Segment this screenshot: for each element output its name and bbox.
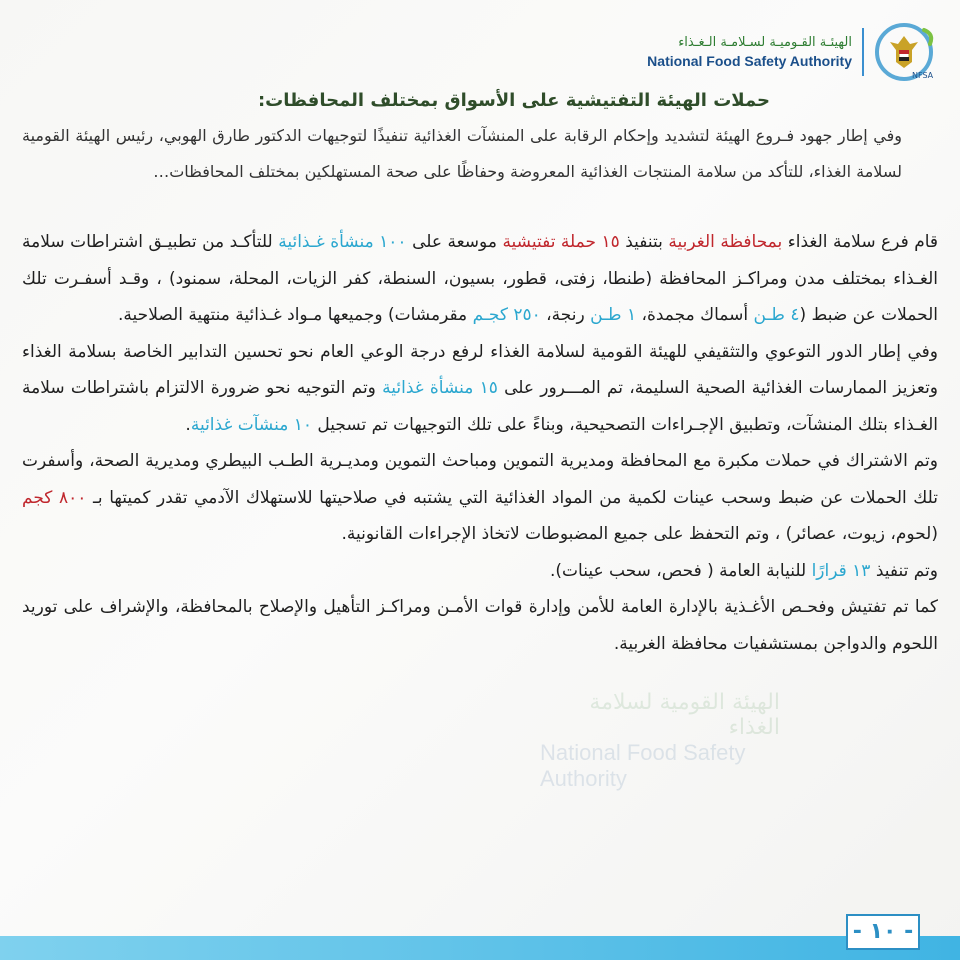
eagle-seal-icon: [872, 20, 936, 84]
text-segment: وتم التوجيه نحو ضرورة الالتزام باشتراطات سلامة الغـذاء بتلك المنشآت، وتطبيق الإجـراءات التصحيحية، وبناءً على تلك التوجيهات تم تسجيل: [22, 378, 938, 435]
logo-arabic-name: الهيئـة القـوميـة لسـلامـة الـغـذاء: [678, 35, 852, 50]
text-segment: للتأكـد من تطبيـق اشتراطات سلامة الغـذاء بمختلف مدن ومراكـز المحافظة (طنطا، زفتى، قطور، بسيون، السنطة، كفر الزيات، المحلة، سمنود) ، وقـد أسفـرت تلك الحملات عن ضبط (: [22, 232, 938, 325]
highlight-facilities-count: ١٠٠ منشأة غـذائية: [278, 232, 407, 252]
article-body: [22, 88, 938, 662]
nfsa-logo: [647, 20, 936, 84]
highlight-governorate: بمحافظة الغربية: [668, 232, 783, 252]
text-segment: قام فرع سلامة الغذاء: [782, 232, 939, 252]
text-segment: وتم الاشتراك في حملات مكبرة مع المحافظة ومديرية التموين ومباحث التموين ومديـرية الطـب البيطري ومديرية الصحة، وأسفرت تلك الحملات عن ضبط وسحب عينات لكمية من المواد الغذائية التي يشتبه في صلاحيتها للاستهلاك الآدمي تقدر كميتها بـ: [22, 451, 938, 508]
text-segment: أسماك مجمدة،: [636, 305, 754, 325]
text-segment: وفي إطار الدور التوعوي والتثقيفي للهيئة القومية لسلامة الغذاء لرفع درجة الوعي العام نحو تحسين التدابير الخاصة بسلامة الغذاء وتعزيز الممارسات الغذائية الصحية السليمة، تم المـــرور على: [22, 341, 939, 398]
intro-paragraph: وفي إطار جهود فـروع الهيئة لتشديد وإحكام الرقابة على المنشآت الغذائية تنفيذًا لتوجيهات الدكتور طارق الهوبي، رئيس الهيئة القومية لسلامة الغذاء، للتأكد من سلامة المنتجات الغذائية المعروضة وحفاظًا على صحة المستهلكين بمختلف المحافظات…: [22, 126, 902, 181]
highlight-registered-facilities: ١٠ منشآت غذائية: [190, 414, 312, 435]
logo-divider: [862, 28, 864, 76]
text-segment: رنجة،: [540, 305, 591, 325]
highlight-snacks-weight: ٢٥٠ كجـم: [472, 305, 541, 325]
watermark-english: National Food Safety Authority: [540, 740, 746, 791]
highlight-herring-weight: ١ طـن: [590, 305, 637, 325]
highlight-visited-facilities: ١٥ منشأة غذائية: [382, 378, 498, 398]
highlight-campaigns-count: ١٥ حملة تفتيشية: [502, 232, 620, 252]
page-number: - ١٠ -: [846, 914, 920, 950]
text-segment: مقرمشات) وجميعها مـواد غـذائية منتهية الصلاحية.: [118, 305, 473, 325]
logo-english-name: National Food Safety Authority: [647, 53, 852, 69]
watermark: [540, 690, 780, 792]
watermark-arabic: الهيئة القومية لسلامة الغذاء: [589, 690, 780, 740]
highlight-seized-weight: ٨٠٠ كجم: [22, 487, 87, 508]
paragraph-gharbia-campaigns: [22, 224, 938, 334]
paragraph-prosecution: [22, 553, 938, 590]
text-segment: وتم تنفيذ: [870, 560, 938, 581]
text-segment: موسعة على: [406, 232, 503, 252]
highlight-decisions-count: ١٣ قرارًا: [811, 560, 871, 581]
paragraph-joint-campaigns: [22, 443, 938, 553]
footer-bar: [0, 936, 960, 960]
paragraph-security-inspection: كما تم تفتيش وفحـص الأغـذية بالإدارة العامة للأمن وإدارة قوات الأمـن ومراكـز التأهيل والإصلاح بالمحافظة، والإشراف على توريد اللحوم والدواجن بمستشفيات محافظة الغربية.: [22, 597, 938, 654]
text-segment: بتنفيذ: [619, 232, 669, 252]
highlight-fish-weight: ٤ طـن: [753, 305, 800, 325]
svg-text:NFSA: NFSA: [912, 71, 934, 80]
text-segment: .: [185, 414, 191, 435]
page-title: حملات الهيئة التفتيشية على الأسواق بمختلف المحافظات:: [257, 90, 770, 111]
text-segment: (لحوم، زيوت، عصائر) ، وتم التحفظ على جميع المضبوطات لاتخاذ الإجراءات القانونية.: [341, 524, 938, 544]
paragraph-awareness: [22, 334, 938, 444]
logo-text: [647, 34, 852, 70]
text-segment: للنيابة العامة ( فحص، سحب عينات).: [549, 560, 812, 581]
